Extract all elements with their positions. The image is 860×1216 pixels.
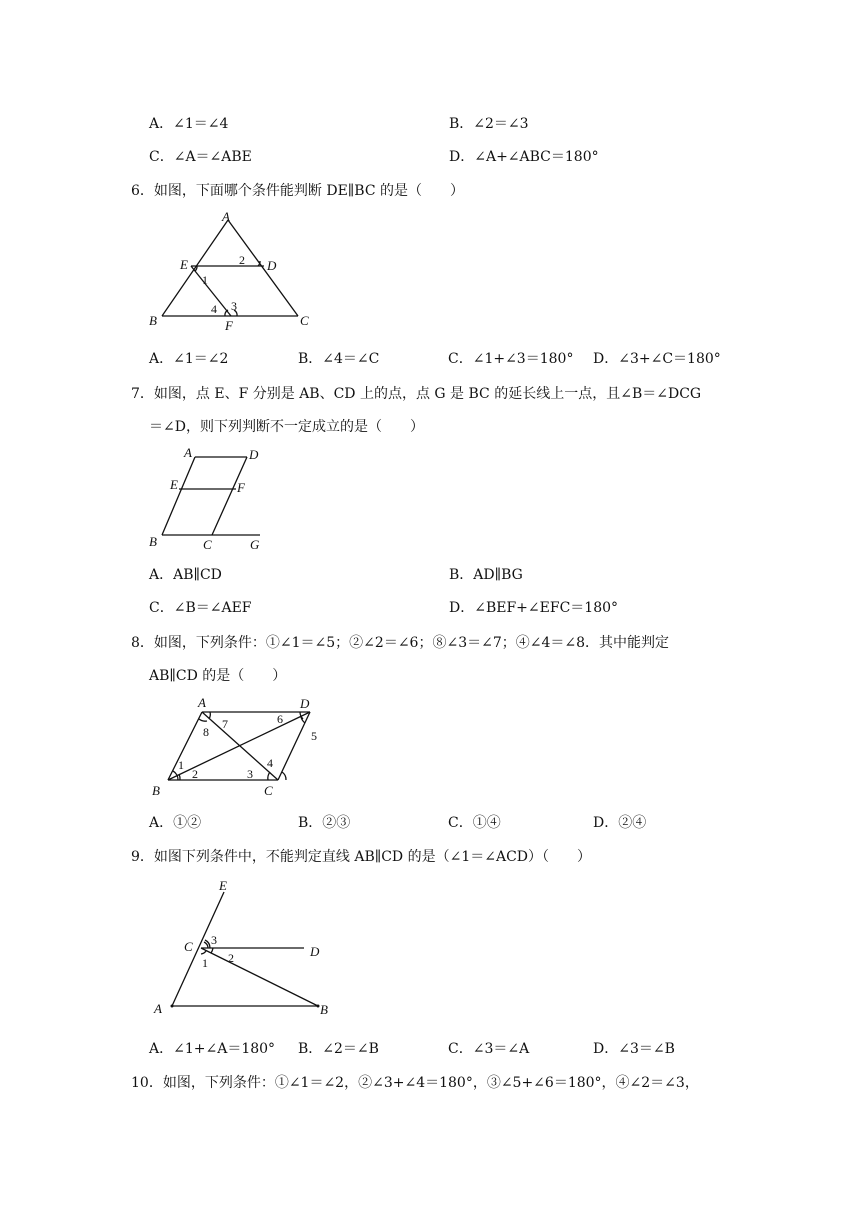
q8-angle-3: 3 bbox=[247, 767, 253, 781]
q8-angle-1: 1 bbox=[178, 758, 184, 772]
q8-angle-7: 7 bbox=[222, 717, 228, 731]
q8-label-b: B bbox=[152, 783, 160, 798]
q7-option-a: A．AB∥CD bbox=[149, 567, 222, 583]
q6-angle-3: 3 bbox=[231, 299, 237, 313]
q9-angle-3: 3 bbox=[211, 933, 217, 947]
q8-angle-8: 8 bbox=[203, 725, 209, 739]
q7-stem-line-2: ＝∠D，则下列判断不一定成立的是（ ） bbox=[149, 419, 424, 435]
q6-figure bbox=[140, 208, 330, 333]
q6-stem: 6．如图，下面哪个条件能判断 DE∥BC 的是（ ） bbox=[131, 183, 464, 199]
q7-label-g: G bbox=[250, 537, 260, 552]
q7-label-e: E bbox=[170, 477, 178, 492]
q5-option-d: D．∠A+∠ABC＝180° bbox=[449, 149, 599, 165]
q7-stem-line-1: 7．如图，点 E、F 分别是 AB、CD 上的点，点 G 是 BC 的延长线上一点，且∠B＝∠DCG bbox=[131, 386, 702, 402]
q8-angle-2: 2 bbox=[192, 767, 198, 781]
q6-option-c: C．∠1+∠3＝180° bbox=[448, 351, 574, 367]
q5-option-b: B．∠2＝∠3 bbox=[449, 116, 529, 132]
q8-label-c: C bbox=[264, 783, 273, 798]
q9-angle-2: 2 bbox=[228, 951, 234, 965]
q6-label-d: D bbox=[267, 258, 277, 273]
q9-label-c: C bbox=[184, 939, 193, 954]
q8-option-b: B．②③ bbox=[298, 815, 351, 831]
q7-label-c: C bbox=[203, 537, 212, 552]
q8-label-d: D bbox=[300, 696, 310, 711]
q9-option-c: C．∠3＝∠A bbox=[448, 1041, 530, 1057]
q8-option-c: C．①④ bbox=[448, 815, 501, 831]
q7-option-d: D．∠BEF+∠EFC＝180° bbox=[449, 600, 619, 616]
q6-label-c: C bbox=[300, 313, 309, 328]
q7-label-b: B bbox=[149, 534, 157, 549]
q8-angle-5: 5 bbox=[311, 729, 317, 743]
q7-label-f: F bbox=[237, 480, 245, 495]
q9-label-a: A bbox=[154, 1001, 162, 1016]
q9-label-d: D bbox=[310, 944, 320, 959]
q6-label-f: F bbox=[225, 318, 233, 333]
q7-label-a: A bbox=[184, 445, 192, 460]
q9-figure bbox=[140, 872, 350, 1022]
q6-angle-2: 2 bbox=[239, 253, 245, 267]
q6-label-a: A bbox=[222, 209, 230, 224]
q9-label-e: E bbox=[219, 878, 227, 893]
q8-label-a: A bbox=[198, 695, 206, 710]
q8-figure bbox=[140, 692, 330, 802]
q8-stem-line-1: 8．如图，下列条件：①∠1＝∠5；②∠2＝∠6；⑧∠3＝∠7；④∠4＝∠8．其中能判定 bbox=[131, 635, 670, 651]
q9-stem: 9．如图下列条件中，不能判定直线 AB∥CD 的是（∠1＝∠ACD）（ ） bbox=[131, 849, 592, 865]
q8-stem-line-2: AB∥CD 的是（ ） bbox=[149, 668, 287, 684]
q7-figure bbox=[140, 441, 280, 556]
q6-label-e: E bbox=[180, 257, 188, 272]
q7-label-d: D bbox=[249, 447, 259, 462]
q6-option-d: D．∠3+∠C＝180° bbox=[593, 351, 721, 367]
q8-angle-4: 4 bbox=[267, 756, 273, 770]
q10-stem: 10．如图，下列条件：①∠1＝∠2，②∠3+∠4＝180°，③∠5+∠6＝180°，④∠2＝∠3， bbox=[131, 1075, 699, 1091]
q5-option-c: C．∠A＝∠ABE bbox=[149, 149, 252, 165]
q6-option-b: B．∠4＝∠C bbox=[298, 351, 380, 367]
q7-option-b: B．AD∥BG bbox=[449, 567, 523, 583]
q6-label-b: B bbox=[149, 313, 157, 328]
q9-option-a: A．∠1+∠A＝180° bbox=[149, 1041, 276, 1057]
q8-option-d: D．②④ bbox=[593, 815, 647, 831]
q6-angle-4: 4 bbox=[211, 302, 217, 316]
q6-option-a: A．∠1＝∠2 bbox=[149, 351, 229, 367]
q7-option-c: C．∠B＝∠AEF bbox=[149, 600, 252, 616]
q9-option-d: D．∠3＝∠B bbox=[593, 1041, 675, 1057]
q9-option-b: B．∠2＝∠B bbox=[298, 1041, 379, 1057]
q6-angle-1: 1 bbox=[202, 273, 208, 287]
q8-angle-6: 6 bbox=[277, 712, 283, 726]
q9-label-b: B bbox=[320, 1002, 328, 1017]
q9-angle-1: 1 bbox=[202, 956, 208, 970]
q8-option-a: A．①② bbox=[149, 815, 202, 831]
q5-option-a: A．∠1＝∠4 bbox=[149, 116, 229, 132]
